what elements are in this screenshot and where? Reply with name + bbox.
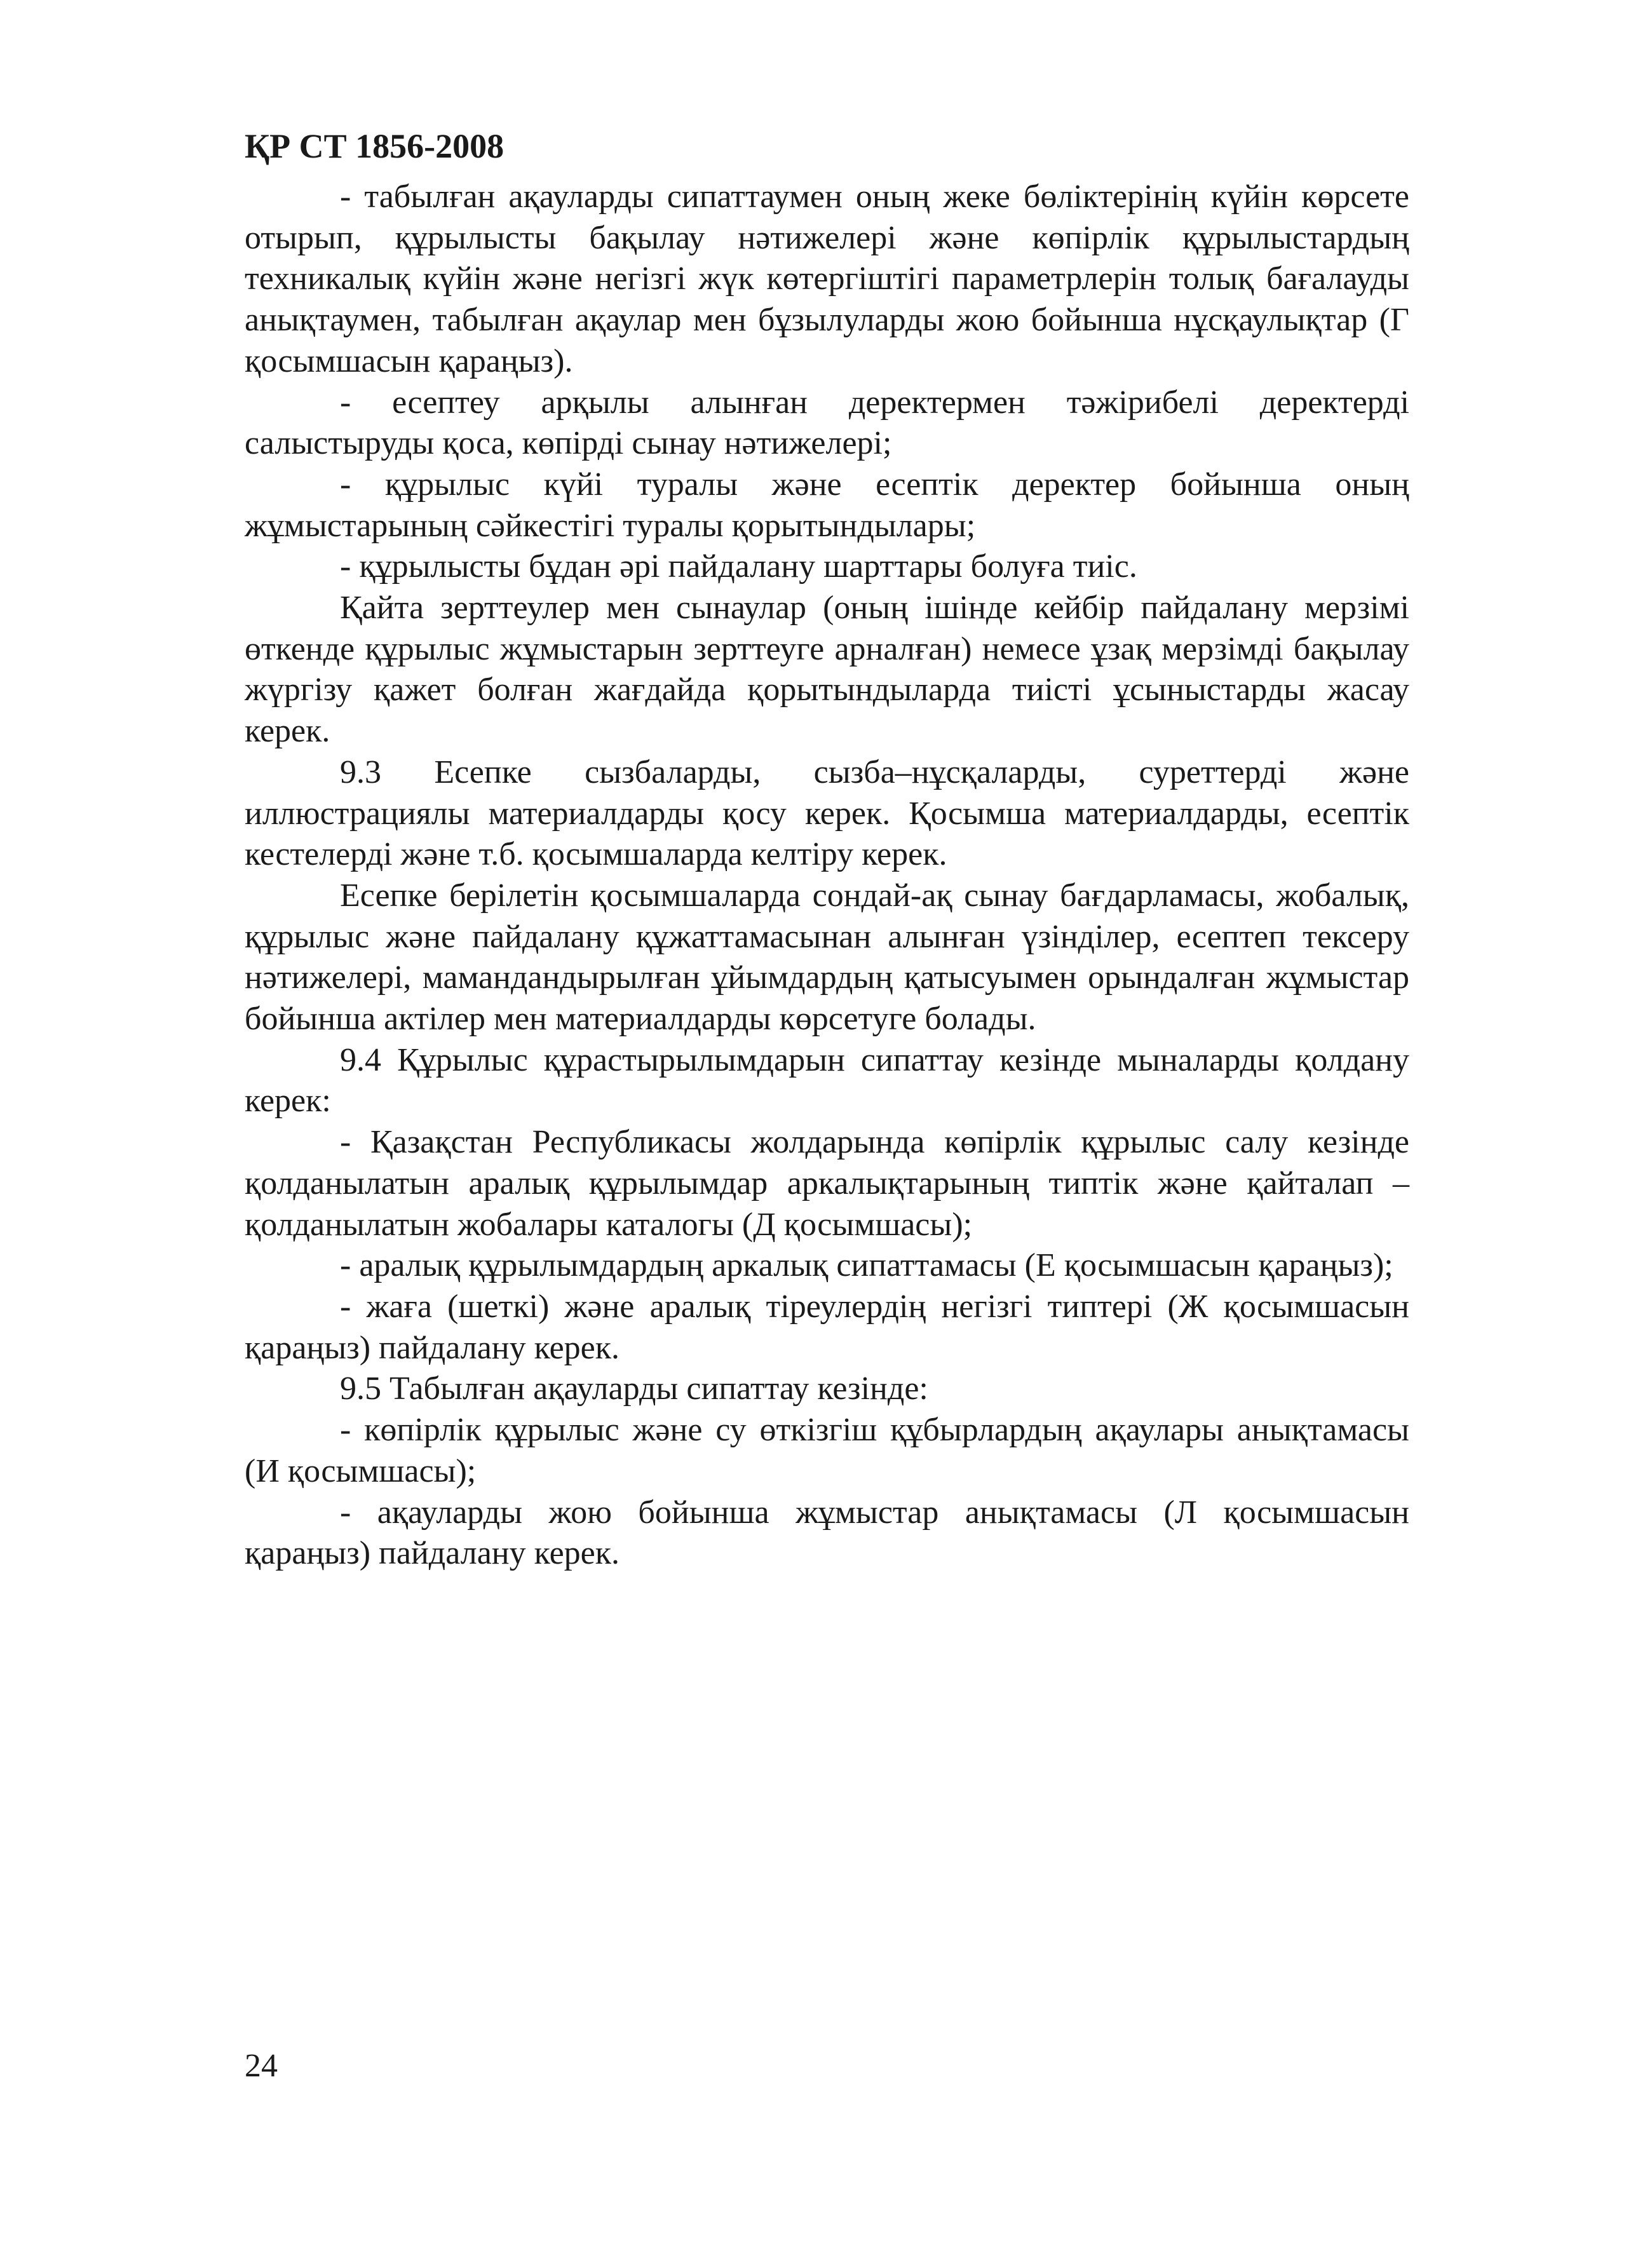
paragraph: 9.5 Табылған ақауларды сипаттау кезінде: — [340, 1370, 928, 1407]
paragraph: Есепке берілетін қосымшаларда сондай-ақ сынау бағдарламасы, жобалық, құрылыс және пайдалану құжаттамасынан алынған үзінділер, есептеп тексеру нәтижелері, мамандандырылған ұйымдардың қатысуымен орындалған жұмыстар бойынша актілер мен материалдарды көрсетуге болады. — [245, 877, 1409, 1038]
paragraph: - құрылысты бұдан әрі пайдалану шарттары болуға тиіс. — [340, 548, 1137, 585]
paragraph: - жаға (шеткі) және аралық тіреулердің негізгі типтері (Ж қосымшасын қараңыз) пайдалану керек. — [245, 1288, 1409, 1366]
paragraph: 9.4 Құрылыс құрастырылымдарын сипаттау кезінде мыналарды қолдану керек: — [245, 1041, 1409, 1120]
paragraph: - аралық құрылымдардың аркалық сипаттамасы (Е қосымшасын қараңыз); — [340, 1247, 1393, 1284]
page-number: 24 — [245, 2048, 278, 2084]
paragraph: - Қазақстан Республикасы жолдарында көпірлік құрылыс салу кезінде қолданылатын аралық құрылымдар аркалықтарының типтік және қайталап – қолданылатын жобалары каталогы (Д қосымшасы); — [245, 1124, 1409, 1243]
paragraph: - көпірлік құрылыс және су өткізгіш құбырлардың ақаулары анықтамасы (И қосымшасы); — [245, 1412, 1409, 1489]
paragraph: - табылған ақауларды сипаттаумен оның жеке бөліктерінің күйін көрсете отырып, құрылысты бақылау нәтижелері және көпірлік құрылыстардың техникалық күйін және негізгі жүк көтергіштігі параметрлерін толық бағалауды анықтаумен, табылған ақаулар мен бұзылуларды жою бойынша нұсқаулықтар (Г қосымшасын қараңыз). — [245, 179, 1409, 379]
standard-code-header: ҚР СТ 1856-2008 — [245, 127, 504, 165]
paragraph: - есептеу арқылы алынған деректермен тәжірибелі деректерді салыстыруды қоса, көпірді сынау нәтижелері; — [245, 384, 1409, 462]
document-body — [245, 177, 1409, 1574]
paragraph: 9.3 Есепке сызбаларды, сызба–нұсқаларды, суреттерді және иллюстрациялы материалдарды қосу керек. Қосымша материалдарды, есептік кестелерді және т.б. қосымшаларда келтіру керек. — [245, 754, 1409, 873]
paragraph: - құрылыс күйі туралы және есептік деректер бойынша оның жұмыстарының сәйкестігі туралы қорытындылары; — [245, 466, 1409, 544]
paragraph: Қайта зерттеулер мен сынаулар (оның ішінде кейбір пайдалану мерзімі өткенде құрылыс жұмыстарын зерттеуге арналған) немесе ұзақ мерзімді бақылау жүргізу қажет болған жағдайда қорытындыларда тиісті ұсыныстарды жасау керек. — [245, 590, 1409, 750]
paragraph: - ақауларды жою бойынша жұмыстар анықтамасы (Л қосымшасын қараңыз) пайдалану керек. — [245, 1494, 1409, 1572]
